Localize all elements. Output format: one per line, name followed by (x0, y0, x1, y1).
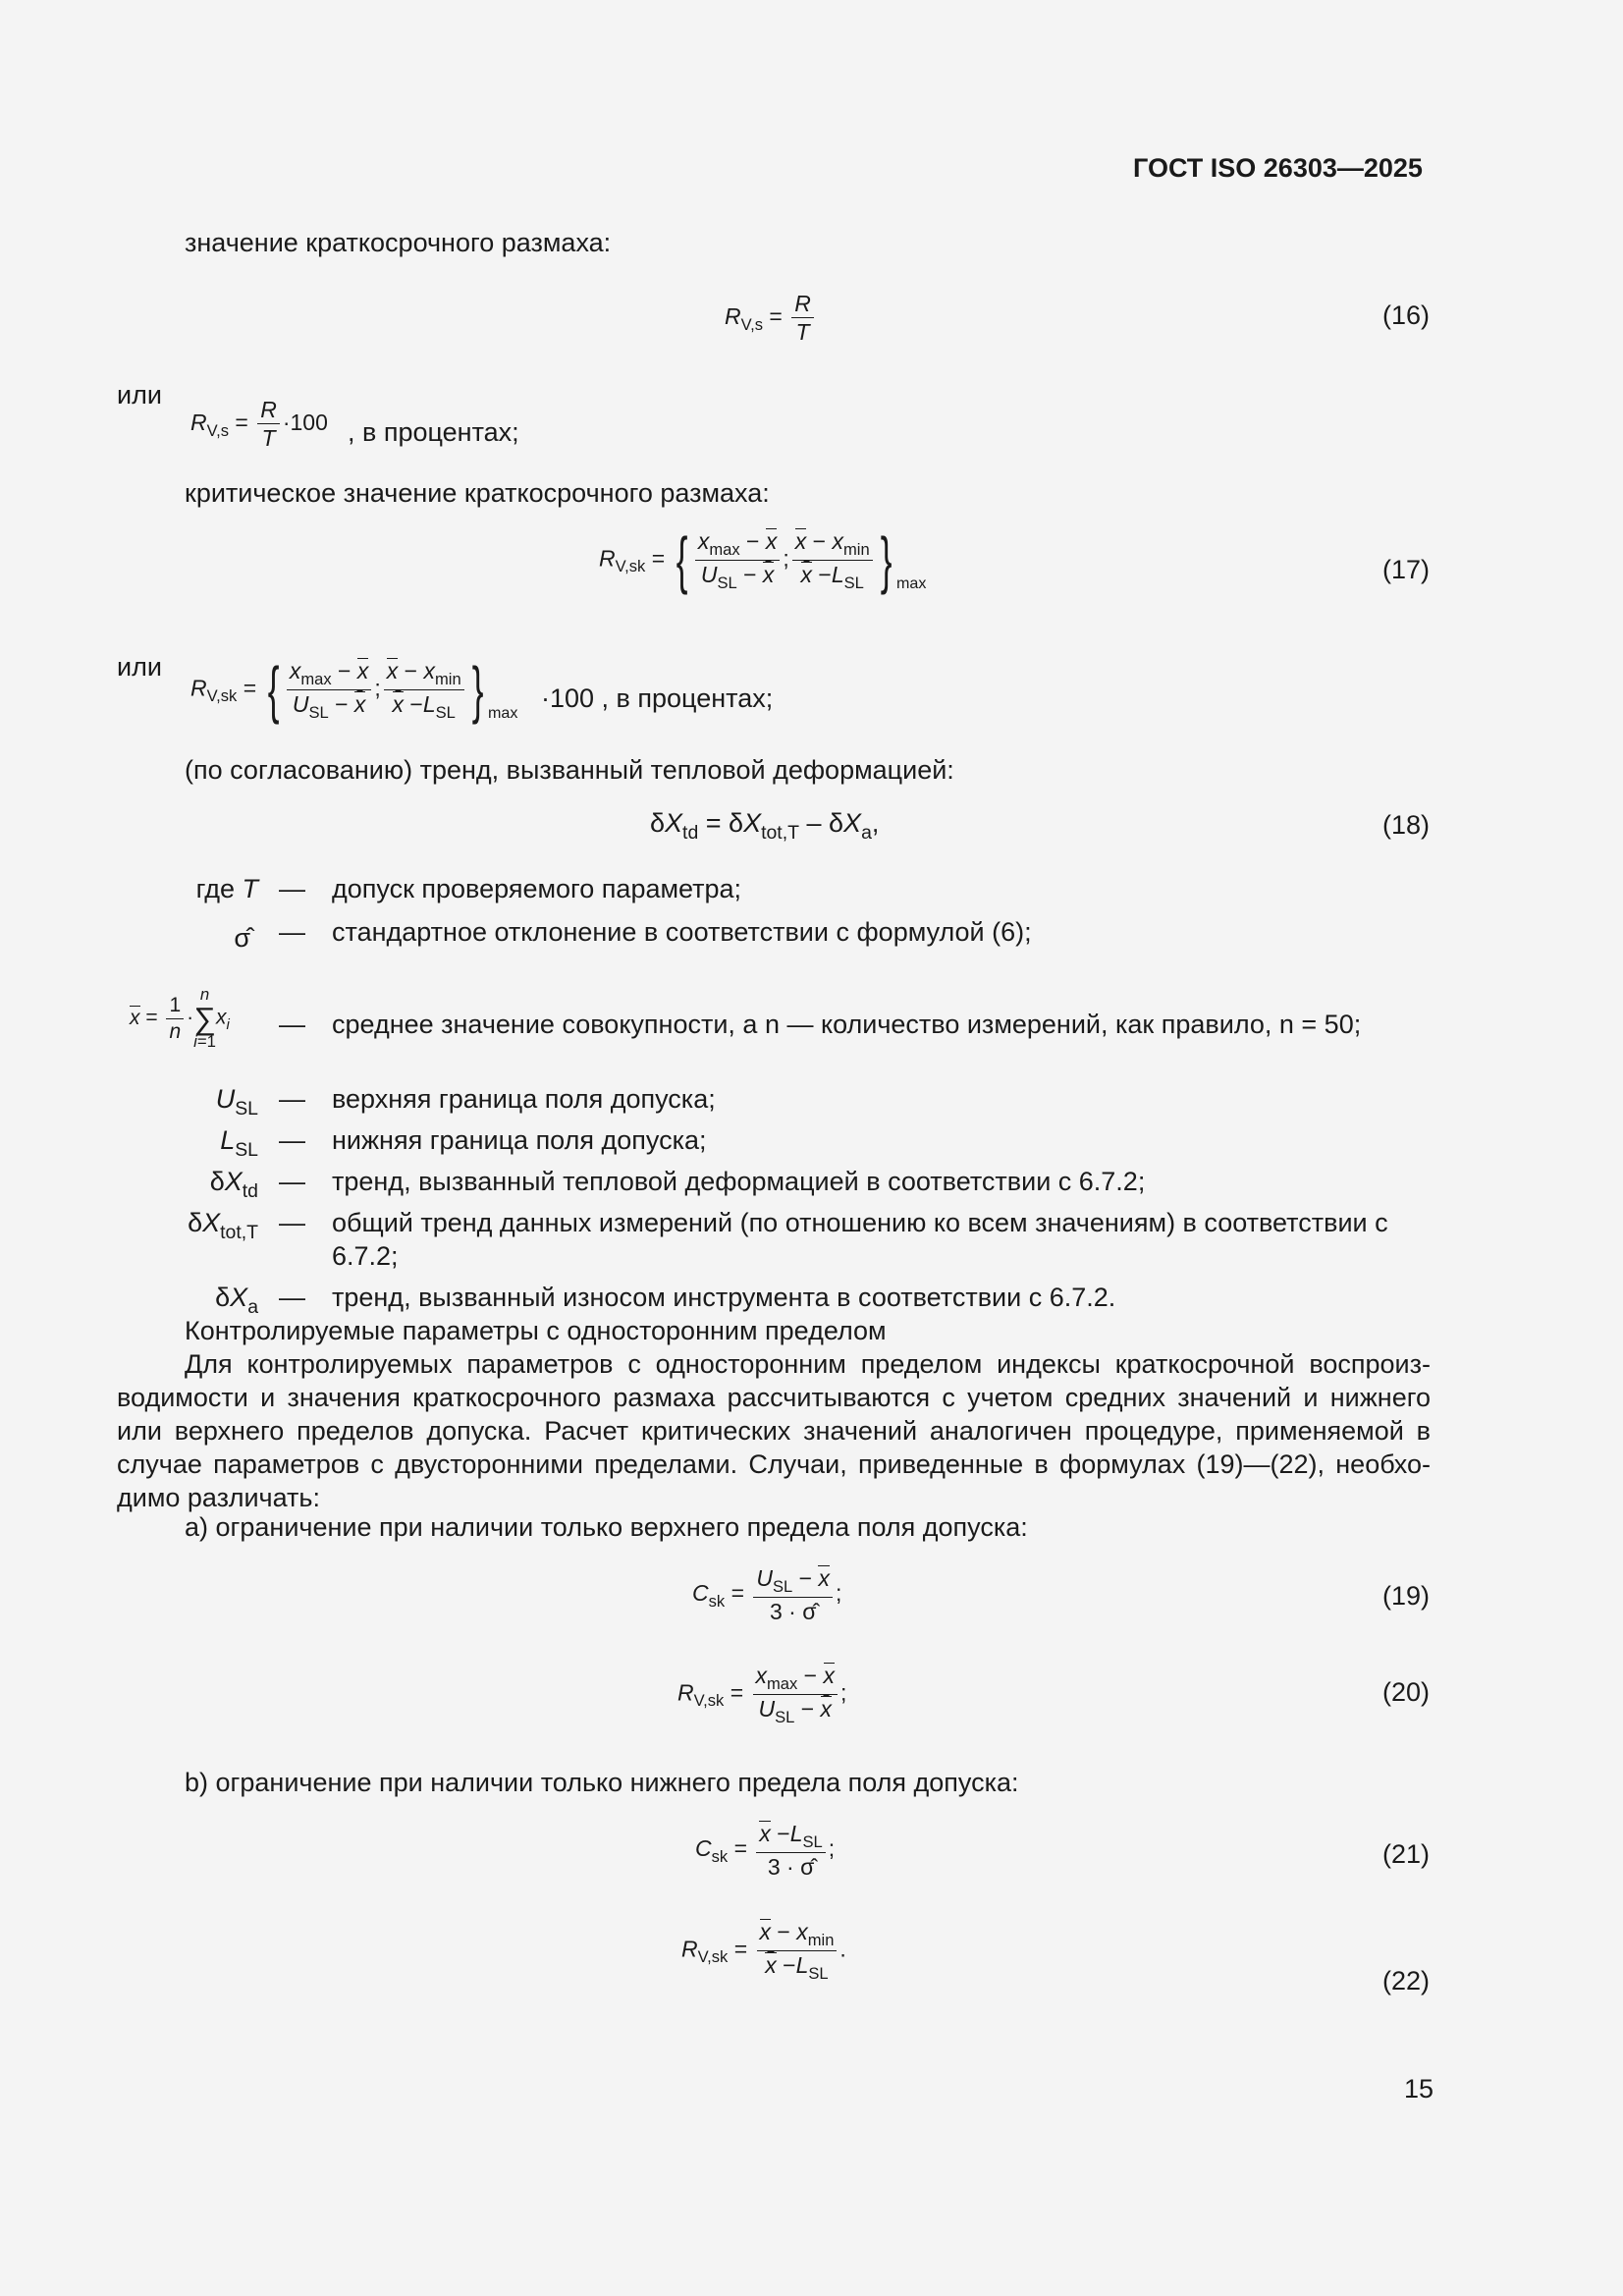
definition-text: стандартное отклонение в соответствии с формулой (6); (332, 917, 1032, 947)
equation-17-percent: $R_{V,sk}$ = { $x_{max} - x$ $U_{SL} - x$ ; $x - x_{min}$ $x -L_{SL}$ } $_{max}$ (190, 654, 518, 726)
definition-text: тренд, вызванный износом инструмента в соответствии с 6.7.2. (332, 1283, 1116, 1312)
equation-22: $R_{V,sk}$ = $x - x_{min}$ $x -L_{SL}$ . (681, 1919, 846, 1983)
equation-19: $C_{sk}$ = $U_{SL} - x$ 3 · σ̂ ; (692, 1565, 842, 1624)
page-number: 15 (1404, 2074, 1434, 2104)
definition-dash: — (279, 1208, 305, 1237)
definition-text: общий тренд данных измерений (по отношению ко всем значениям) в соответствии с (332, 1208, 1388, 1237)
definition-dash: — (279, 874, 305, 903)
text-line: или (117, 380, 162, 410)
equation-18: $\delta X_{td} = \delta X_{tot,T} - \delta X_a$, (650, 808, 880, 844)
definition-dash: — (279, 1125, 305, 1155)
equation-number: (19) (1382, 1581, 1431, 1611)
document-code: ГОСТ ISO 26303—2025 (1133, 153, 1423, 183)
definition-dxtot: $\delta X_{tot,T}$ — общий тренд данных измерений (по отношению ко всем значениям) в соответствии с 6.7.2; (188, 1208, 1388, 1271)
list-item-b: b) ограничение при наличии только нижнего предела поля допуска: (185, 1768, 1019, 1797)
definition-text-continued: 6.7.2; (332, 1241, 399, 1271)
definition-dash: — (279, 1010, 305, 1039)
definition-text: нижняя граница поля допуска; (332, 1125, 707, 1155)
equation-20: $R_{V,sk}$ = $x_{max} - x$ $U_{SL} - x$ ; (677, 1663, 847, 1726)
equation-number: (16) (1382, 301, 1431, 330)
mean-formula: x = $\frac{1}{n}$ · n ∑ i=1 $x_i$ (130, 985, 230, 1052)
section-paragraph: Для контролируемых параметров с односторонним пределом индексы краткосрочной воспроизводимости и значения краткосрочного размаха рассчитываются с учетом средних значений и нижнего или верхнего пределов допуска. Расчет критических значений аналогичен процедуре, применяемой в случае параметров с двусторонними пределами. Случаи, приведенные в формулах (19)—(22), необходимо различать: (117, 1349, 1431, 1512)
equation-17: $R_{V,sk}$ = { $x_{max} - x$ $U_{SL} - x$ ; $x - x_{min}$ $x -L_{SL}$ } $_{max}$ (599, 524, 927, 596)
equation-number: (18) (1382, 810, 1431, 840)
section-heading: Контролируемые параметры с односторонним пределом (185, 1316, 887, 1345)
equation-21: $C_{sk}$ = $x -L_{SL}$ 3 · σ̂ ; (695, 1821, 836, 1880)
equation-number: (17) (1382, 555, 1431, 584)
equation-number: (22) (1382, 1966, 1431, 1995)
text-line: или (117, 652, 162, 682)
equation-16-percent: $R_{V,s}$ = $\frac{R}{T}$ ·100 (190, 397, 328, 452)
definition-dash: — (279, 1283, 305, 1312)
text-line: (по согласованию) тренд, вызванный тепловой деформацией: (185, 755, 954, 785)
definition-text: среднее значение совокупности, а n — количество измерений, как правило, n = 50; (332, 1010, 1362, 1039)
where-label: где (195, 874, 235, 903)
equation-number: (20) (1382, 1677, 1431, 1707)
text-line: критическое значение краткосрочного размаха: (185, 478, 770, 508)
equation-number: (21) (1382, 1839, 1431, 1869)
definition-text: тренд, вызванный тепловой деформацией в соответствии с 6.7.2; (332, 1167, 1146, 1196)
text-line: значение краткосрочного размаха: (185, 228, 612, 257)
definition-text: верхняя граница поля допуска; (332, 1084, 716, 1114)
list-item-a: а) ограничение при наличии только верхнего предела поля допуска: (185, 1512, 1028, 1542)
definition-dash: — (279, 1084, 305, 1114)
text-line: , в процентах; (348, 417, 519, 447)
equation-16: $R_{V,s}$ = $\frac{R}{T}$ (725, 291, 817, 346)
definition-dash: — (279, 1167, 305, 1196)
definition-dash: — (279, 917, 305, 947)
definition-text: допуск проверяемого параметра; (332, 874, 742, 903)
text-line: ·100 , в процентах; (541, 683, 774, 713)
